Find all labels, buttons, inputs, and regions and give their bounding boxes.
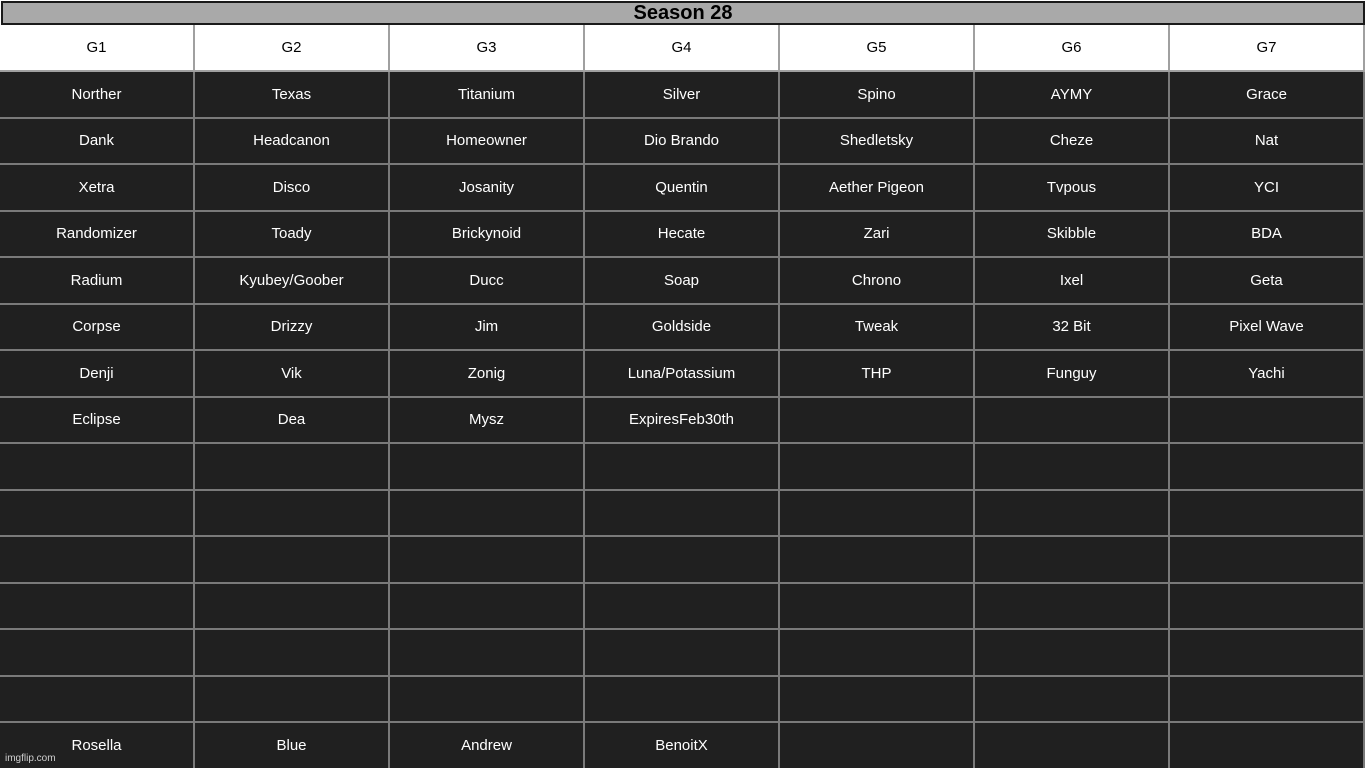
table-cell: Chrono [780,258,975,305]
table-cell [975,398,1170,445]
table-cell: Texas [195,72,390,119]
table-cell [1170,444,1365,491]
table-cell: ExpiresFeb30th [585,398,780,445]
table-cell [1170,398,1365,445]
table-cell: Tvpous [975,165,1170,212]
table-cell [195,444,390,491]
table-cell: Grace [1170,72,1365,119]
table-cell: Vik [195,351,390,398]
table-cell [0,630,195,677]
table-cell [195,537,390,584]
table-cell [390,677,585,724]
table-cell: Rosella [0,723,195,768]
table-cell: Jim [390,305,585,352]
table-cell: Dio Brando [585,119,780,166]
table-cell [975,677,1170,724]
table-cell [585,584,780,631]
column-header-g4: G4 [585,25,780,72]
table-cell: Ducc [390,258,585,305]
table-cell [390,630,585,677]
column-header-g6: G6 [975,25,1170,72]
column-header-g7: G7 [1170,25,1365,72]
table-cell: Eclipse [0,398,195,445]
table-cell: Drizzy [195,305,390,352]
table-cell: AYMY [975,72,1170,119]
table-cell [780,723,975,768]
column-header-g1: G1 [0,25,195,72]
table-cell: Dank [0,119,195,166]
table-cell: Norther [0,72,195,119]
table-cell: Andrew [390,723,585,768]
column-header-g2: G2 [195,25,390,72]
table-cell: Goldside [585,305,780,352]
table-cell [1170,723,1365,768]
table-cell: Silver [585,72,780,119]
table-cell [975,444,1170,491]
table-cell [390,491,585,538]
table-cell: Aether Pigeon [780,165,975,212]
table-cell: Funguy [975,351,1170,398]
table-cell [0,677,195,724]
table-cell: Hecate [585,212,780,259]
table-cell [780,677,975,724]
table-cell: 32 Bit [975,305,1170,352]
table-cell [0,491,195,538]
table-cell [390,584,585,631]
table-cell: YCI [1170,165,1365,212]
table-cell [1170,630,1365,677]
table-cell: Dea [195,398,390,445]
table-cell [975,537,1170,584]
table-cell: Josanity [390,165,585,212]
table-cell: Tweak [780,305,975,352]
table-cell [1170,584,1365,631]
table-cell: Mysz [390,398,585,445]
table-cell: Ixel [975,258,1170,305]
table-cell [1170,491,1365,538]
table-cell: Pixel Wave [1170,305,1365,352]
table-cell: BenoitX [585,723,780,768]
table-cell [975,630,1170,677]
table-cell: Shedletsky [780,119,975,166]
table-cell [0,584,195,631]
table-cell [195,584,390,631]
table-cell: Disco [195,165,390,212]
table-cell [780,491,975,538]
table-cell [780,630,975,677]
column-header-g3: G3 [390,25,585,72]
table-cell: Denji [0,351,195,398]
table-cell: Titanium [390,72,585,119]
table-cell [0,537,195,584]
table-cell [780,537,975,584]
table-cell [585,537,780,584]
table-cell: THP [780,351,975,398]
table-cell [975,491,1170,538]
table-cell: Luna/Potassium [585,351,780,398]
table-cell: BDA [1170,212,1365,259]
table-cell [780,398,975,445]
table-cell: Zari [780,212,975,259]
table-cell: Brickynoid [390,212,585,259]
table-cell: Homeowner [390,119,585,166]
table-cell [585,677,780,724]
table-cell: Radium [0,258,195,305]
table-cell: Cheze [975,119,1170,166]
table-cell [585,491,780,538]
table-cell [195,677,390,724]
table-cell: Kyubey/Goober [195,258,390,305]
imgflip-watermark: imgflip.com [5,753,56,764]
table-cell [0,444,195,491]
table-cell: Blue [195,723,390,768]
table-cell [780,584,975,631]
table-cell: Yachi [1170,351,1365,398]
table-cell [585,444,780,491]
table-title: Season 28 [1,1,1365,25]
table-cell [780,444,975,491]
table-cell [390,444,585,491]
table-cell: Geta [1170,258,1365,305]
table-cell: Zonig [390,351,585,398]
table-cell [975,723,1170,768]
table-cell [195,491,390,538]
table-cell [390,537,585,584]
table-cell: Nat [1170,119,1365,166]
table-cell: Soap [585,258,780,305]
table-cell: Xetra [0,165,195,212]
table-cell [195,630,390,677]
table-cell: Corpse [0,305,195,352]
table-cell: Headcanon [195,119,390,166]
table-cell [1170,537,1365,584]
table-grid [0,25,1366,768]
table-cell [1170,677,1365,724]
table-cell: Quentin [585,165,780,212]
table-cell [585,630,780,677]
table-cell [975,584,1170,631]
column-header-g5: G5 [780,25,975,72]
table-cell: Skibble [975,212,1170,259]
table-cell: Randomizer [0,212,195,259]
table-cell: Toady [195,212,390,259]
table-cell: Spino [780,72,975,119]
